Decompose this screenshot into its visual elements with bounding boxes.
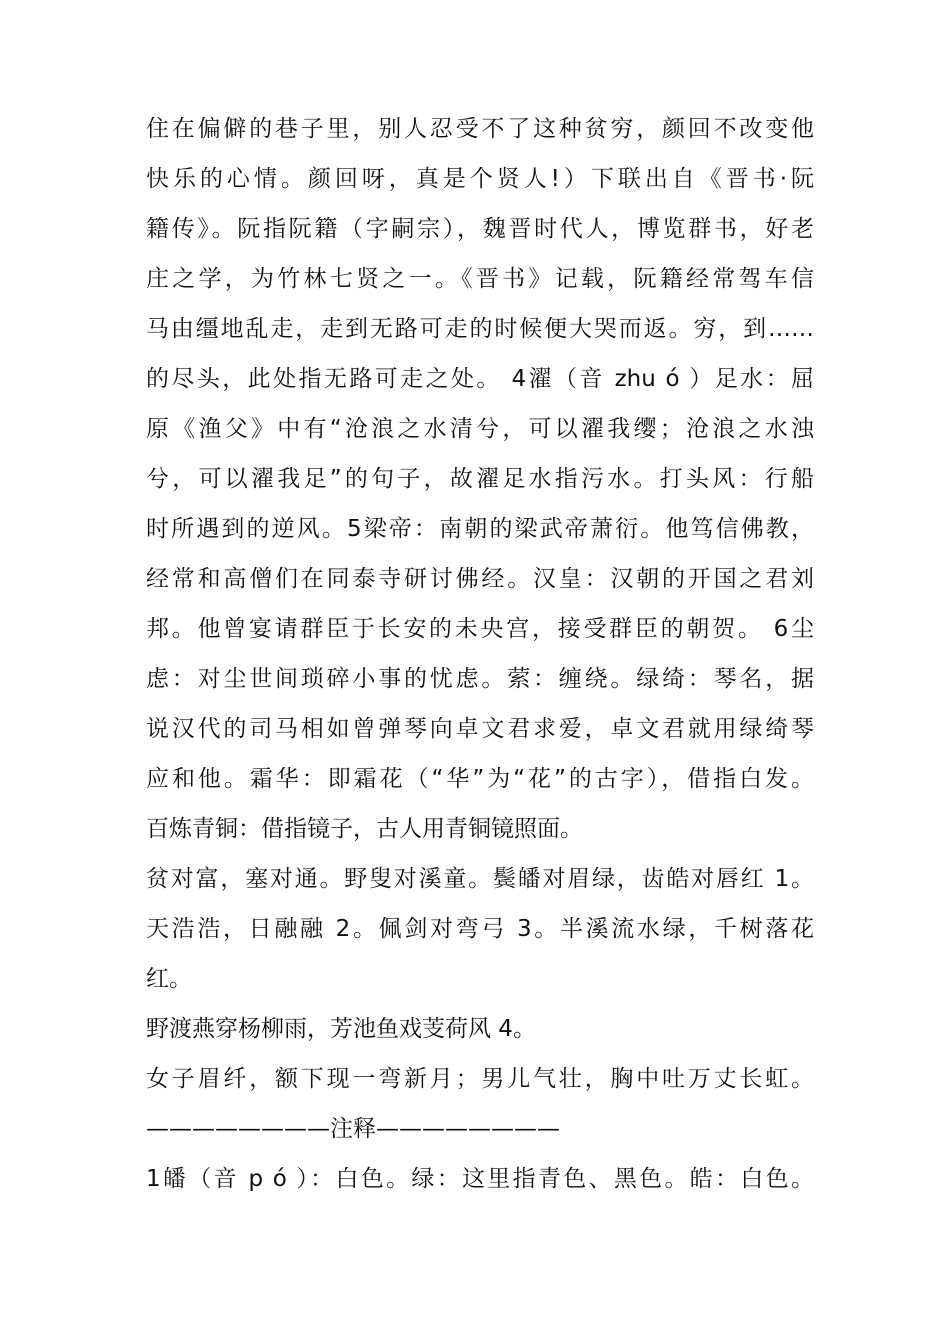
text-line: 住在偏僻的巷子里，别人忍受不了这种贫穷，颜回不改变他	[146, 116, 814, 142]
text-line: 原《渔父》中有“沧浪之水清兮，可以濯我缨；沧浪之水浊	[146, 416, 814, 442]
text-line: 快乐的心情。颜回呀，真是个贤人!）下联出自《晋书·阮	[146, 166, 814, 192]
text-line: 的尽头，此处指无路可走之处。 4濯（音 zhu ó ）足水：屈	[146, 366, 814, 392]
text-line: 虑：对尘世间琐碎小事的忧虑。萦：缠绕。绿绮：琴名，据	[146, 666, 814, 692]
text-line: 贫对富，塞对通。野叟对溪童。鬓皤对眉绿，齿皓对唇红 1。	[146, 866, 814, 892]
text-line: 红。	[146, 966, 192, 992]
text-line: 百炼青铜：借指镜子，古人用青铜镜照面。	[146, 816, 583, 842]
text-line: 应和他。霜华：即霜花（“华”为“花”的古字），借指白发。	[146, 766, 814, 792]
notes-divider: ————————注释————————	[146, 1116, 560, 1142]
text-line: 庄之学，为竹林七贤之一。《晋书》记载，阮籍经常驾车信	[146, 266, 814, 292]
text-line: 邦。他曾宴请群臣于长安的未央宫，接受群臣的朝贺。 6尘	[146, 616, 814, 642]
text-line: 女子眉纤，额下现一弯新月；男儿气壮，胸中吐万丈长虹。	[146, 1066, 814, 1092]
text-line: 野渡燕穿杨柳雨，芳池鱼戏芰荷风 4。	[146, 1016, 536, 1042]
text-line: 说汉代的司马相如曾弹琴向卓文君求爱，卓文君就用绿绮琴	[146, 716, 814, 742]
text-line: 兮，可以濯我足”的句子，故濯足水指污水。打头风：行船	[146, 466, 814, 492]
text-line: 籍传》。阮指阮籍（字嗣宗），魏晋时代人，博览群书，好老	[146, 216, 814, 242]
text-line: 天浩浩，日融融 2。佩剑对弯弓 3。半溪流水绿，千树落花	[146, 916, 814, 942]
text-line: 1皤（音 p ó ）：白色。绿：这里指青色、黑色。皓：白色。	[146, 1166, 814, 1192]
text-line: 马由缰地乱走，走到无路可走的时候便大哭而返。穷，到……	[146, 316, 814, 342]
document-page	[146, 104, 814, 1204]
text-line: 经常和高僧们在同泰寺研讨佛经。汉皇：汉朝的开国之君刘	[146, 566, 814, 592]
text-line: 时所遇到的逆风。5梁帝：南朝的梁武帝萧衍。他笃信佛教，	[146, 516, 814, 542]
